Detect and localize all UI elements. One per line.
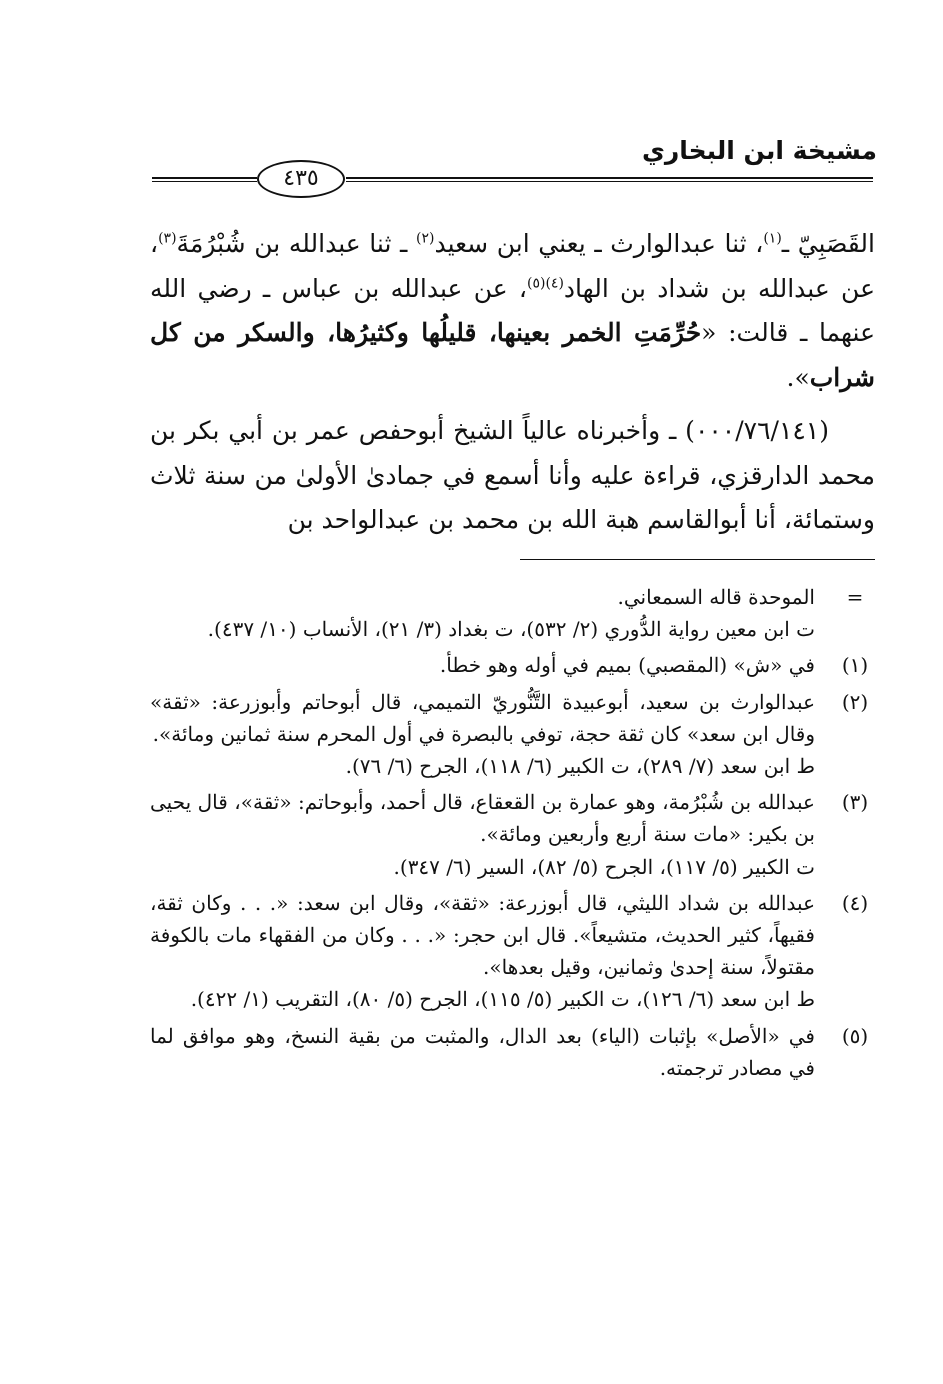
footnote-line: ت ابن معين رواية الدُّوري (٢/ ٥٣٢)، ت بغداد (٣/ ٢١)، الأنساب (١٠/ ٤٣٧). <box>207 617 815 642</box>
main-text <box>150 222 875 543</box>
footnote-1 <box>150 649 879 681</box>
footnote-line: في «ش» (المقصبي) بميم في أوله وهو خطأ. <box>439 653 815 678</box>
text-segment: ». <box>786 362 810 392</box>
footnote-separator <box>520 559 875 560</box>
paragraph-hadith-text <box>150 222 875 400</box>
page-number: ٤٣٥ <box>257 160 345 198</box>
header-rule-left <box>152 177 257 179</box>
footnote-line: عبدالله بن شداد الليثي، قال أبوزرعة: «ثقة»، وقال ابن سعد: «. . . وكان ثقة، فقيهاً، كثير الحديث، متشيعاً». قال ابن حجر: «. . . وكان من الفقهاء مات بالكوفة مقتولاً، سنة إحدىٰ وثمانين، وقيل بعدها». <box>150 890 815 980</box>
header-rule-right <box>346 177 873 179</box>
text-segment: ، ثنا عبدالوارث ـ يعني ابن سعيد <box>434 229 764 258</box>
footnote-line: ط ابن سعد (٦/ ١٢٦)، ت الكبير (٥/ ١١٥)، الجرح (٥/ ٨٠)، التقريب (١/ ٤٢٢). <box>190 987 815 1012</box>
footnote-ref-2: (٢) <box>415 230 435 247</box>
footnote-ref-4: (٤) <box>545 275 564 292</box>
footnote-2 <box>150 686 879 783</box>
text-segment: القَصَبِيّ ـ <box>781 229 875 258</box>
footnote-line: عبدالوارث بن سعيد، أبوعبيدة التَّنُّوريّ التميمي، قال أبوحاتم وأبوزرعة: «ثقة» وقال ابن سعد» كان ثقة حجة، توفي بالبصرة في أول المحرم سنة ثمانين ومائة». <box>150 689 815 746</box>
header-rule-right-thin <box>346 181 873 182</box>
footnote-ref-3: (٣) <box>158 230 177 247</box>
footnote-5 <box>150 1020 879 1084</box>
footnote-3 <box>150 786 879 883</box>
text-segment: ، عن عبدالله بن عباس ـ رضي الله عنهما ـ قالت: « <box>150 273 875 347</box>
footnote-line: في «الأصل» بإثبات (الياء) بعد الدال، والمثبت من بقية النسخ، وهو موافق لما في مصادر ترجمته. <box>150 1023 815 1080</box>
continuation-mark: = <box>846 585 864 609</box>
paragraph-chain: (٠٠٠/٧٦/١٤١) ـ وأخبرناه عالياً الشيخ أبوحفص عمر بن أبي بكر بن محمد الدارقزي، قراءة عليه وأنا أسمع في جمادىٰ الأولىٰ من سنة ثلاث وستمائة، أنا أبوالقاسم هبة الله بن محمد بن عبدالواحد بن <box>150 416 875 534</box>
text-segment: ـ ثنا عبدالله بن شُبْرُمَةَ <box>176 229 416 258</box>
footnote-number: (٤) <box>841 890 869 915</box>
footnote-line: عبدالله بن شُبْرُمة، وهو عمارة بن القعقاع، قال أحمد، وأبوحاتم: «ثقة»، قال يحيى بن بكير: «مات سنة أربع وأربعين ومائة». <box>150 790 815 847</box>
footnote-line: الموحدة قاله السمعاني. <box>617 585 815 609</box>
footnote-line: ت الكبير (٥/ ١١٧)، الجرح (٥/ ٨٢)، السير (٦/ ٣٤٧). <box>393 854 815 879</box>
footnote-continuation <box>150 581 879 645</box>
text-segment: ، عن عبدالله بن شداد بن الهاد <box>150 229 875 303</box>
hadith-matn: حُرِّمَتِ الخمر بعينها، قليلُها وكثيرُها، والسكر من كل شراب <box>150 318 875 392</box>
footnote-ref-5: (٥) <box>526 275 546 292</box>
footnote-number: (٢) <box>841 689 869 714</box>
footnotes <box>150 581 879 1084</box>
footnote-number: (١) <box>841 653 869 678</box>
footnote-ref-1: (١) <box>763 230 782 247</box>
header-rule-left-thin <box>152 181 257 182</box>
footnote-number: (٥) <box>841 1023 869 1048</box>
footnote-line: ط ابن سعد (٧/ ٢٨٩)، ت الكبير (٦/ ١١٨)، الجرح (٦/ ٧٦). <box>345 754 815 779</box>
footnote-number: (٣) <box>841 790 869 815</box>
footnote-4 <box>150 887 879 1016</box>
running-title: مشيخة ابن البخاري <box>641 136 877 165</box>
